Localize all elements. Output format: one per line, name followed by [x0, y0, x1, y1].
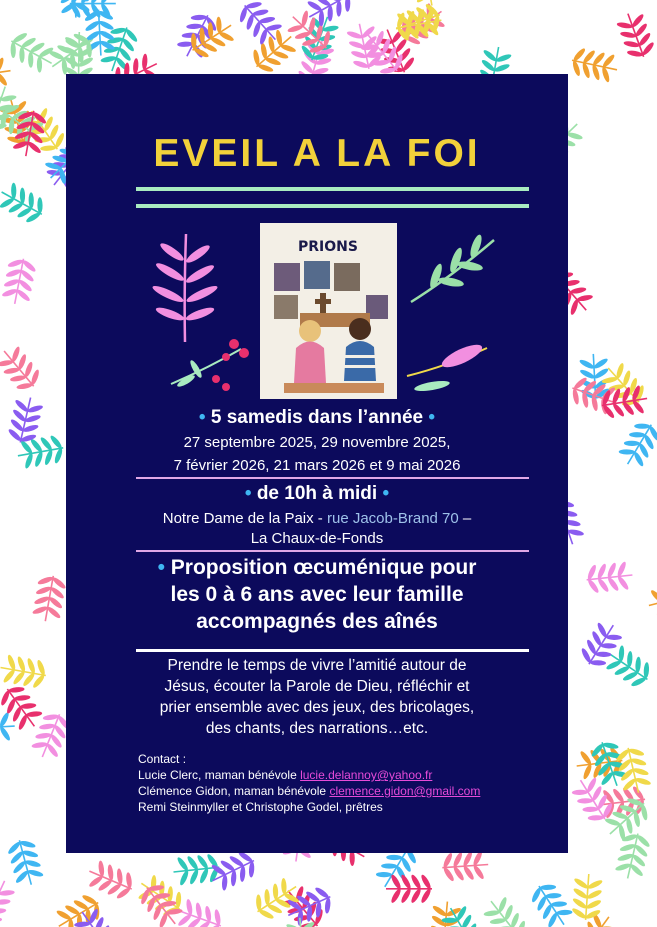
leaf-sprig-icon	[5, 836, 46, 889]
leaf-sprig-icon	[249, 874, 304, 925]
bullet-icon: •	[428, 407, 436, 428]
leaf-sprig-icon	[51, 889, 106, 927]
separator: –	[458, 510, 472, 527]
email-link[interactable]: clemence.gidon@gmail.com	[329, 784, 481, 798]
dates-line-2: 7 février 2026, 21 mars 2026 et 9 mai 2026	[173, 457, 461, 474]
leaf-sprig-icon	[585, 560, 634, 595]
leaf-sprig-icon	[30, 573, 68, 624]
leaf-sprig-icon	[613, 830, 653, 882]
street-address: rue Jacob-Brand 70	[326, 510, 459, 527]
city-line: La Chaux-de-Fonds	[250, 530, 384, 547]
leaf-sprig-icon	[614, 8, 657, 62]
leaf-sprig-icon	[428, 900, 462, 927]
time-heading	[66, 481, 568, 507]
contact-person-3: Remi Steinmyller et Christophe Godel, prêtres	[138, 800, 383, 814]
separator: -	[313, 510, 327, 527]
pink-leaf-icon	[150, 232, 220, 344]
proposal-line-3: accompagnés des aînés	[196, 610, 438, 633]
prayer-illustration	[260, 223, 397, 399]
bullet-icon: •	[244, 483, 252, 504]
leaf-sprig-icon	[441, 849, 489, 883]
leaf-sprig-icon	[83, 857, 137, 903]
description-line-4: des chants, des narrations…etc.	[205, 720, 429, 737]
description-line-3: prier ensemble avec des jeux, des bricolages,	[159, 699, 475, 716]
contact-block	[138, 751, 480, 815]
email-link[interactable]: lucie.delannoy@yahoo.fr	[300, 768, 433, 782]
leaf-sprig-icon	[479, 892, 531, 927]
dates-heading	[66, 405, 568, 431]
leaf-sprig-icon	[0, 56, 13, 93]
leaf-sprig-icon	[0, 341, 45, 396]
place-name: Notre Dame de la Paix	[162, 510, 314, 527]
divider	[136, 477, 529, 479]
title-rule-top	[136, 187, 529, 191]
dates-line-1: 27 septembre 2025, 29 novembre 2025,	[183, 434, 451, 451]
leaf-sprig-icon	[526, 878, 577, 927]
title-rule-bottom	[136, 204, 529, 208]
feather-leaf-icon	[402, 336, 492, 396]
page-title: EVEIL A LA FOI	[153, 132, 481, 175]
leaf-sprig-icon	[0, 653, 49, 691]
berry-branch-icon	[166, 329, 256, 399]
bullet-icon: •	[157, 556, 165, 579]
leaf-sprig-icon	[569, 45, 621, 84]
bullet-icon: •	[198, 407, 206, 428]
leaf-sprig-icon	[386, 874, 432, 904]
divider	[136, 550, 529, 552]
leaf-sprig-icon	[0, 711, 15, 744]
contact-person-2	[138, 783, 480, 799]
bullet-icon: •	[382, 483, 390, 504]
leaf-sprig-icon	[0, 256, 38, 307]
leaf-sprig-icon	[0, 874, 18, 927]
contact-label: Contact :	[138, 752, 187, 766]
leaf-sprig-icon	[601, 641, 656, 692]
green-leaf-icon	[406, 232, 501, 312]
contact-name: Lucie Clerc, maman bénévole	[138, 768, 301, 782]
dates-heading-text: 5 samedis dans l’année	[210, 407, 424, 428]
photo-caption: PRIONS	[298, 239, 358, 255]
proposal-line-1	[66, 554, 568, 581]
description-line-2: Jésus, écouter la Parole de Dieu, réfléchir et	[164, 678, 470, 695]
flyer-panel	[66, 74, 568, 853]
leaf-sprig-icon	[0, 179, 49, 228]
contact-name: Clémence Gidon, maman bénévole	[138, 784, 330, 798]
leaf-sprig-icon	[570, 873, 604, 921]
divider	[136, 649, 529, 652]
time-heading-text: de 10h à midi	[256, 483, 378, 504]
leaf-sprig-icon	[172, 852, 221, 887]
leaf-sprig-icon	[645, 580, 657, 621]
leaf-sprig-icon	[5, 394, 45, 446]
description-line-1: Prendre le temps de vivre l’amitié autour de	[167, 657, 467, 674]
proposal-text: Proposition œcuménique pour	[170, 556, 477, 579]
leaf-sprig-icon	[615, 417, 657, 472]
proposal-line-2: les 0 à 6 ans avec leur famille	[170, 583, 464, 606]
contact-person-1	[138, 767, 480, 783]
